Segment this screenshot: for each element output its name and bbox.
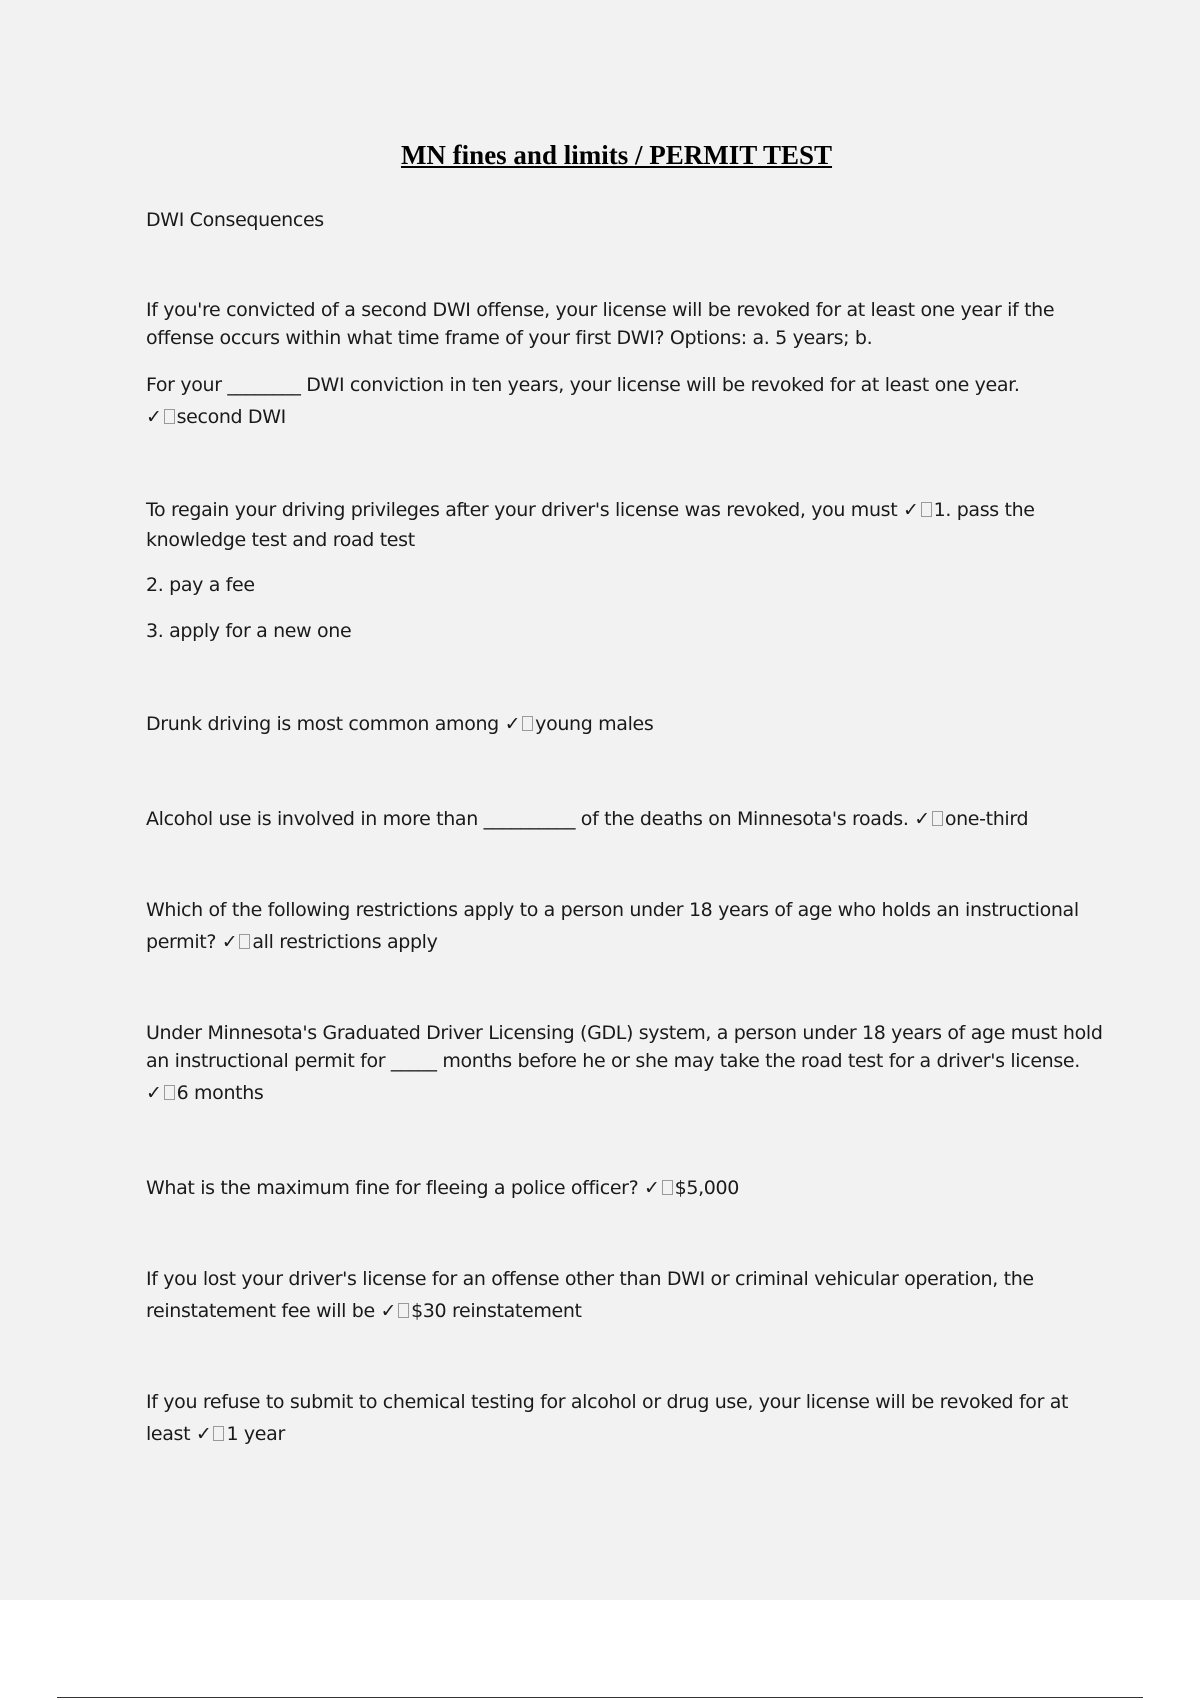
checkbox-icon [662, 1180, 673, 1195]
question-8-answer: $5,000 [674, 1177, 740, 1199]
question-3-text: To regain your driving privileges after your driver's license was revoked, you must [146, 499, 903, 521]
checkbox-icon [239, 934, 250, 949]
question-7-line-1: Under Minnesota's Graduated Driver Licensing (GDL) system, a person under 18 years of age must hold [146, 1022, 1103, 1044]
checkbox-icon [164, 1085, 175, 1100]
question-3-option-3: 3. apply for a new one [146, 620, 352, 642]
question-4-line-1 [146, 711, 653, 737]
question-10-line-1: If you refuse to submit to chemical testing for alcohol or drug use, your license will be revoked for at [146, 1391, 1069, 1413]
question-10-text: least [146, 1423, 196, 1445]
footer-divider [57, 1697, 1143, 1698]
check-mark-icon: ✓ [146, 406, 162, 428]
question-5-line-1 [146, 806, 1028, 832]
question-5-text: Alcohol use is involved in more than __________ of the deaths on Minnesota's roads. [146, 808, 915, 830]
page-title: MN fines and limits / PERMIT TEST [400, 140, 833, 170]
question-3-answer: 1. pass the [933, 499, 1035, 521]
question-7-line-2: an instructional permit for _____ months before he or she may take the road test for a driver's license. [146, 1050, 1080, 1072]
question-1-line-1: If you're convicted of a second DWI offense, your license will be revoked for at least one year if the [146, 299, 1055, 321]
question-8-text: What is the maximum fine for fleeing a police officer? [146, 1177, 645, 1199]
question-6-line-2 [146, 929, 438, 955]
question-7-answer: 6 months [176, 1082, 264, 1104]
question-10-answer: 1 year [226, 1423, 285, 1445]
question-9-answer: $30 reinstatement [411, 1300, 582, 1322]
checkbox-icon [398, 1303, 409, 1318]
question-8-line-1 [146, 1175, 739, 1201]
question-3-line-1 [146, 497, 1035, 523]
question-2-answer-line [146, 404, 286, 430]
question-2-line-1: For your ________ DWI conviction in ten years, your license will be revoked for at least one year. [146, 374, 1020, 396]
question-3-option-2: 2. pay a fee [146, 574, 255, 596]
section-heading: DWI Consequences [146, 209, 324, 231]
checkbox-icon [164, 409, 175, 424]
question-7-answer-line [146, 1080, 263, 1106]
question-9-line-1: If you lost your driver's license for an offense other than DWI or criminal vehicular operation, the [146, 1268, 1034, 1290]
question-2-answer: second DWI [176, 406, 286, 428]
check-mark-icon: ✓ [380, 1300, 397, 1322]
question-6-line-1: Which of the following restrictions apply to a person under 18 years of age who holds an instructional [146, 899, 1079, 921]
check-mark-icon: ✓ [504, 713, 521, 735]
checkbox-icon [921, 502, 932, 517]
question-3-line-2: knowledge test and road test [146, 529, 415, 551]
check-mark-icon: ✓ [195, 1423, 212, 1445]
question-6-answer: all restrictions apply [252, 931, 438, 953]
question-9-text: reinstatement fee will be [146, 1300, 381, 1322]
check-mark-icon: ✓ [644, 1177, 660, 1199]
question-4-text: Drunk driving is most common among [146, 713, 505, 735]
question-6-text: permit? [146, 931, 222, 953]
checkbox-icon [522, 716, 533, 731]
question-10-line-2 [146, 1421, 285, 1447]
question-5-answer: one-third [944, 808, 1029, 830]
check-mark-icon: ✓ [146, 1082, 162, 1104]
check-mark-icon: ✓ [914, 808, 930, 830]
question-1-line-2: offense occurs within what time frame of your first DWI? Options: a. 5 years; b. [146, 327, 873, 349]
checkbox-icon [932, 811, 943, 826]
check-mark-icon: ✓ [903, 499, 919, 521]
question-4-answer: young males [535, 713, 654, 735]
check-mark-icon: ✓ [221, 931, 238, 953]
checkbox-icon [213, 1426, 224, 1441]
question-9-line-2 [146, 1298, 582, 1324]
